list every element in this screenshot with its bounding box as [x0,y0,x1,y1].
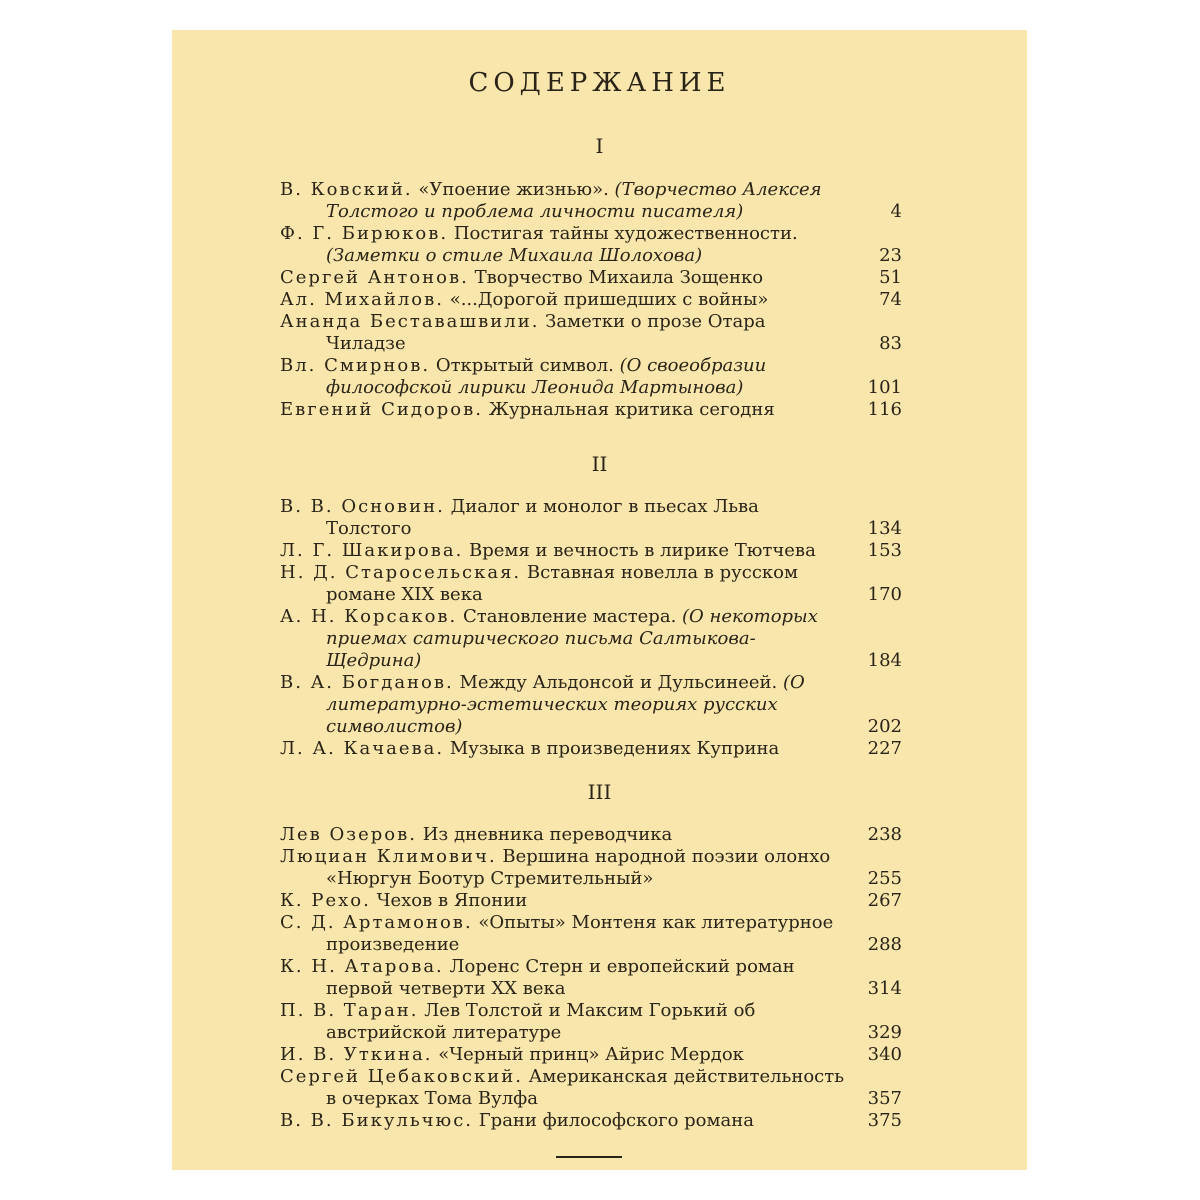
entry-title: «Черный принц» Айрис Мердок [438,1044,744,1065]
toc-entry [280,562,902,606]
entry-page-number: 170 [867,584,902,605]
toc-entry [280,890,902,912]
entry-title: Американская действительность в очерках Тома Вулфа [326,1066,845,1109]
entry-subtitle: (Творчество Алексея Толстого и проблема личности писателя) [326,179,822,222]
entry-title: Постигая тайны художественности. [453,223,798,244]
entry-page-number: 340 [867,1044,902,1065]
entry-title: «Опыты» Монтеня как литературное произведение [326,912,834,955]
entry-page-number: 116 [867,399,902,420]
entry-author: С. Д. Артамонов. [280,912,473,933]
section-numeral: I [595,134,604,158]
toc-entry [280,824,902,846]
entry-author: Л. А. Качаева. [280,738,445,759]
entry-title: Вершина народной поэзии олонхо «Нюргун Боотур Стремительный» [326,846,831,889]
entry-author: В. В. Основин. [280,496,445,517]
entry-page-number: 314 [867,978,902,999]
entry-subtitle: (Заметки о стиле Михаила Шолохова) [326,245,703,266]
entry-title: Становление мастера. [463,606,677,627]
entry-page-number: 153 [867,540,902,561]
entry-page-number: 329 [867,1022,902,1043]
book-page [172,30,1027,1170]
toc-section-3 [280,824,902,1132]
entry-title: Лев Толстой и Максим Горький об австрийской литературе [326,1000,756,1043]
entry-author: Люциан Климович. [280,846,497,867]
entry-page-number: 267 [867,890,902,911]
toc-entry [280,311,902,355]
toc-section-1 [280,179,902,421]
toc-entry [280,912,902,956]
entry-page-number: 255 [867,868,902,889]
entry-page-number: 51 [879,267,902,288]
entry-title: Журнальная критика сегодня [488,399,775,420]
toc-entry [280,956,902,1000]
toc-entry [280,399,902,421]
entry-author: Сергей Антонов. [280,267,469,288]
toc-section-2 [280,496,902,760]
entry-author: И. В. Уткина. [280,1044,433,1065]
entry-page-number: 375 [867,1110,902,1131]
section-numeral: III [587,780,612,804]
entry-page-number: 184 [867,650,902,671]
entry-title: Вставная новелла в русском романе XIX века [326,562,798,605]
entry-page-number: 357 [867,1088,902,1109]
entry-title: Из дневника переводчика [422,824,673,845]
entry-page-number: 23 [879,245,902,266]
toc-entry [280,267,902,289]
entry-title: Время и вечность в лирике Тютчева [469,540,816,561]
entry-author: А. Н. Корсаков. [280,606,458,627]
toc-entry [280,1110,902,1132]
entry-author: Евгений Сидоров. [280,399,483,420]
entry-title: «Упоение жизнью». [418,179,609,200]
entry-title: Чехов в Японии [376,890,528,911]
entry-author: П. В. Таран. [280,1000,419,1021]
toc-entry [280,496,902,540]
entry-page-number: 101 [867,377,902,398]
entry-author: Вл. Смирнов. [280,355,431,376]
toc-entry [280,738,902,760]
entry-title: Заметки о прозе Отара Чиладзе [326,311,766,354]
entry-page-number: 83 [879,333,902,354]
entry-author: В. Ковский. [280,179,413,200]
entry-author: Лев Озеров. [280,824,417,845]
entry-author: Ф. Г. Бирюков. [280,223,449,244]
entry-title: Музыка в произведениях Куприна [449,738,780,759]
entry-page-number: 202 [867,716,902,737]
toc-entry [280,355,902,399]
toc-entry [280,846,902,890]
entry-page-number: 227 [867,738,902,759]
toc-entry [280,1044,902,1066]
toc-entry [280,540,902,562]
entry-title: Творчество Михаила Зощенко [474,267,764,288]
toc-entry [280,223,902,267]
entry-title: Открытый символ. [435,355,614,376]
entry-subtitle: (О своеобразии философской лирики Леонида Мартынова) [326,355,767,398]
entry-author: Л. Г. Шакирова. [280,540,464,561]
toc-entry [280,606,902,672]
entry-page-number: 288 [867,934,902,955]
entry-author: Ал. Михайлов. [280,289,444,310]
entry-title: «...Дорогой пришедших с войны» [449,289,769,310]
entry-subtitle: (О некоторых приемах сатирического письма Салтыкова-Щедрина) [326,606,818,671]
entry-author: Сергей Цебаковский. [280,1066,523,1087]
entry-title: Между Альдонсой и Дульсинеей. [459,672,778,693]
entry-author: К. Рехо. [280,890,371,911]
entry-author: В. А. Богданов. [280,672,454,693]
toc-entry [280,1066,902,1110]
entry-title: Диалог и монолог в пьесах Льва Толстого [326,496,759,539]
entry-subtitle: (О литературно-эстетических теориях русских символистов) [326,672,805,737]
entry-author: Н. Д. Старосельская. [280,562,522,583]
toc-entry [280,179,902,223]
entry-author: В. В. Бикульчюс. [280,1110,474,1131]
entry-page-number: 74 [879,289,902,310]
entry-page-number: 4 [890,201,902,222]
entry-title: Грани философского романа [478,1110,754,1131]
entry-page-number: 238 [867,824,902,845]
entry-title: Лоренс Стерн и европейский роман первой четверти XX века [326,956,795,999]
page-title: СОДЕРЖАНИЕ [468,68,731,98]
toc-entry [280,672,902,738]
entry-author: Ананда Беставашвили. [280,311,540,332]
toc-entry [280,1000,902,1044]
section-numeral: II [591,452,608,476]
entry-page-number: 134 [867,518,902,539]
toc-entry [280,289,902,311]
entry-author: К. Н. Атарова. [280,956,444,977]
bottom-rule [556,1156,622,1158]
